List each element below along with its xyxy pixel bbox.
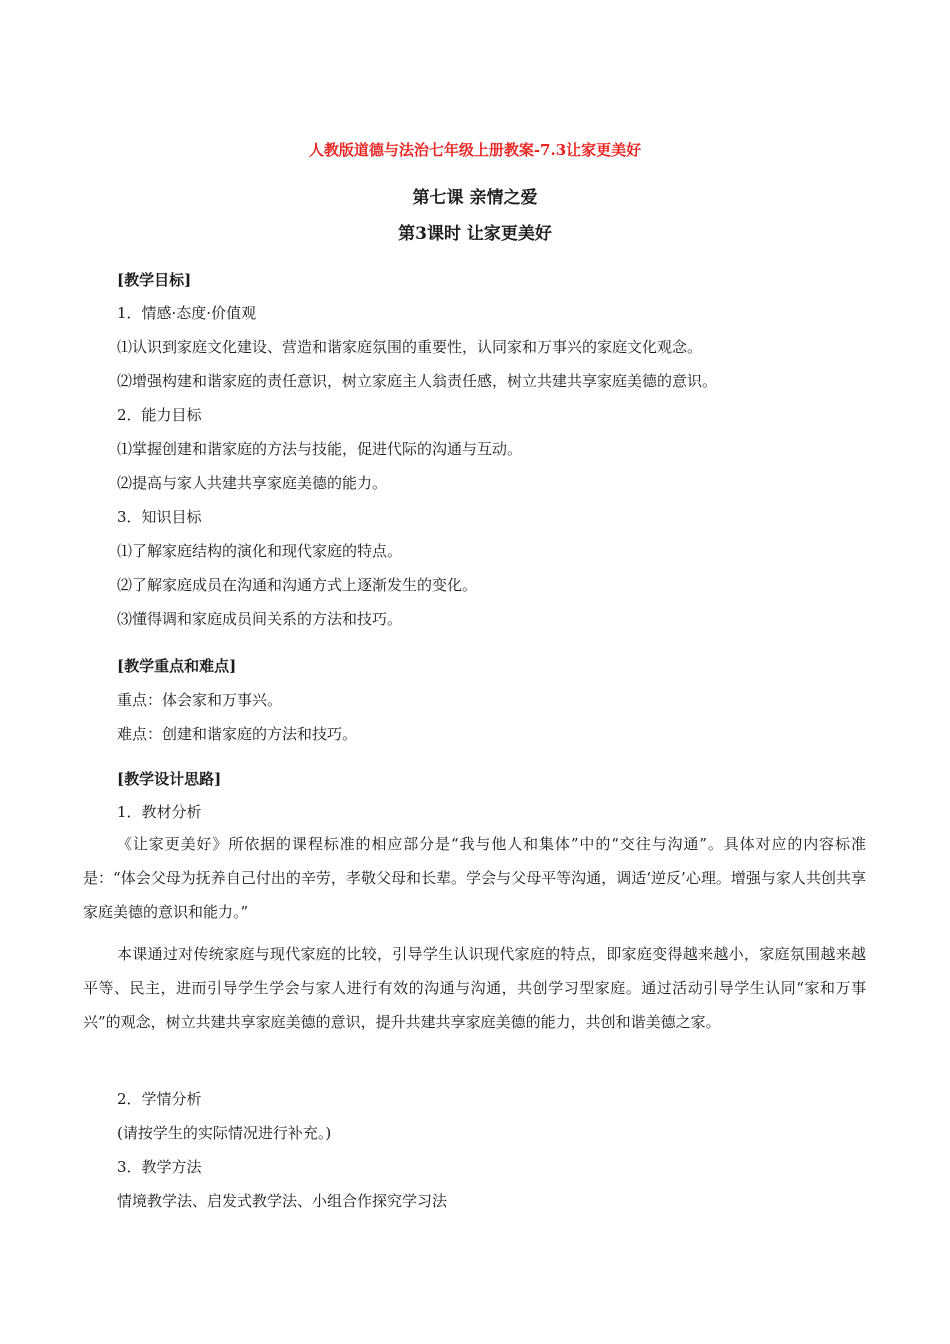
objective-item: ⑵增强构建和谐家庭的责任意识，树立家庭主人翁责任感，树立共建共享家庭美德的意识。	[117, 372, 718, 390]
objective-item: 2．能力目标	[117, 406, 202, 424]
material-analysis-heading: 1．教材分析	[117, 803, 202, 821]
student-analysis-text: (请按学生的实际情况进行补充。)	[117, 1124, 332, 1142]
key-point-difficulty: 难点：创建和谐家庭的方法和技巧。	[117, 725, 358, 743]
material-analysis-paragraph-1: 《让家更美好》所依据的课程标准的相应部分是“我与他人和集体”中的“交往与沟通”。具体对应的内容标准是：“体会父母为抚养自己付出的辛劳，孝敬父母和长辈。学会与父母平等沟通，调适‘逆反’心理。增强与家人共创共享家庭美德的意识和能力。”	[83, 835, 866, 921]
objective-item: ⑵提高与家人共建共享家庭美德的能力。	[117, 474, 388, 492]
period-title: 第3课时 让家更美好	[398, 224, 552, 244]
key-point-focus: 重点：体会家和万事兴。	[117, 691, 283, 709]
objective-item: ⑴掌握创建和谐家庭的方法与技能，促进代际的沟通与互动。	[117, 440, 523, 458]
key-points-heading: [教学重点和难点]	[117, 657, 237, 675]
objective-item: ⑴认识到家庭文化建设、营造和谐家庭氛围的重要性，认同家和万事兴的家庭文化观念。	[117, 338, 703, 356]
lesson-title: 第七课 亲情之爱	[412, 188, 538, 208]
design-heading: [教学设计思路]	[117, 770, 222, 788]
teaching-method-text: 情境教学法、启发式教学法、小组合作探究学习法	[117, 1192, 448, 1210]
student-analysis-heading: 2．学情分析	[117, 1090, 202, 1108]
objective-item: 1．情感·态度·价值观	[117, 304, 257, 322]
document-title: 人教版道德与法治七年级上册教案-7.3让家更美好	[308, 141, 642, 159]
objective-item: ⑴了解家庭结构的演化和现代家庭的特点。	[117, 542, 403, 560]
teaching-method-heading: 3．教学方法	[117, 1158, 202, 1176]
objective-item: ⑶懂得调和家庭成员间关系的方法和技巧。	[117, 610, 403, 628]
objective-item: ⑵了解家庭成员在沟通和沟通方式上逐渐发生的变化。	[117, 576, 478, 594]
objectives-heading: [教学目标]	[117, 271, 192, 289]
material-analysis-paragraph-2: 本课通过对传统家庭与现代家庭的比较，引导学生认识现代家庭的特点，即家庭变得越来越小，家庭氛围越来越平等、民主，进而引导学生学会与家人进行有效的沟通与沟通，共创学习型家庭。通过活动引导学生认同“家和万事兴”的观念，树立共建共享家庭美德的意识，提升共建共享家庭美德的能力，共创和谐美德之家。	[83, 945, 866, 1031]
objective-item: 3．知识目标	[117, 508, 202, 526]
